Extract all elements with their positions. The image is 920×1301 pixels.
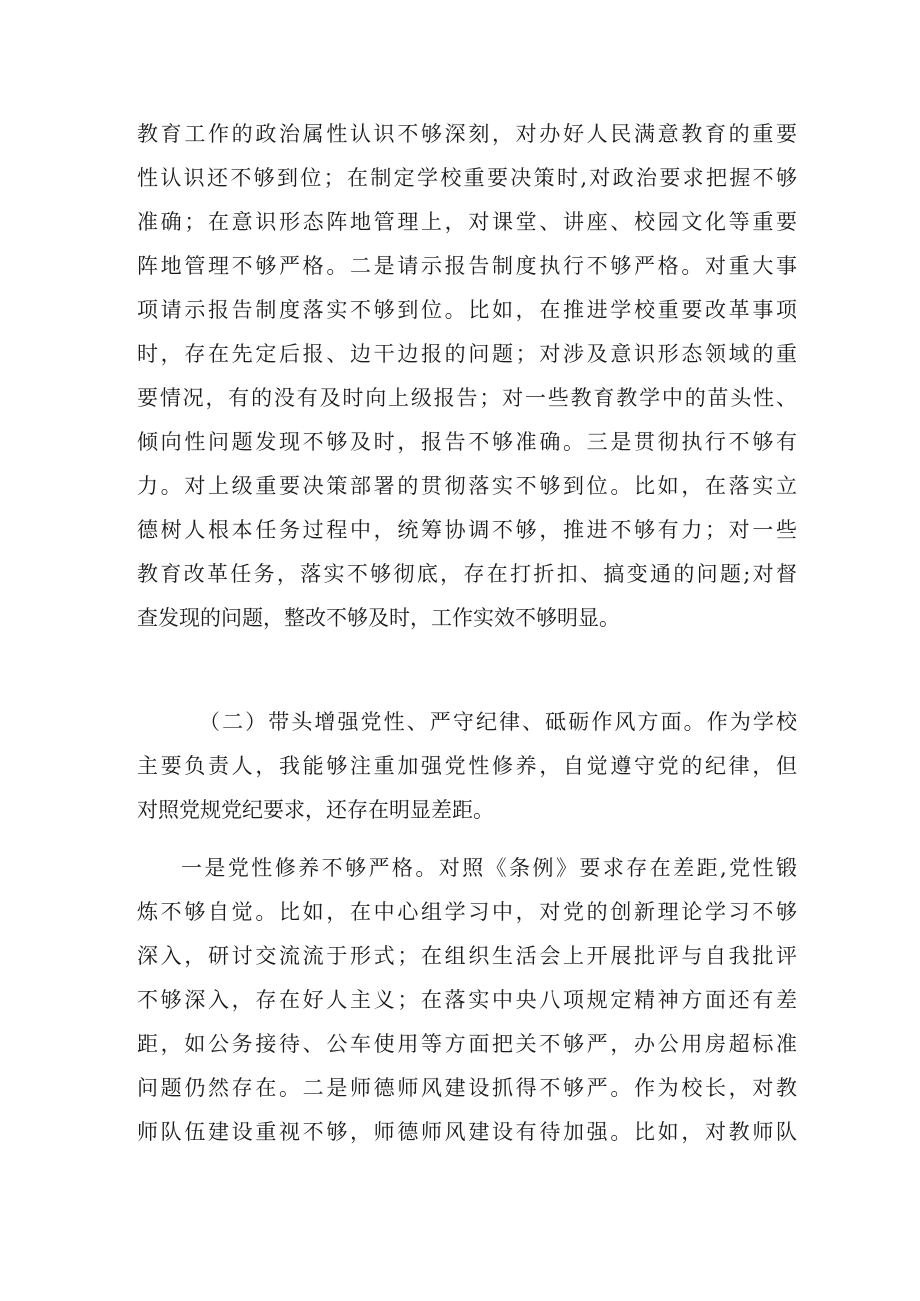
paragraph-line: 倾向性问题发现不够及时，报告不够准确。三是贯彻执行不够有 xyxy=(137,430,797,454)
paragraph-line: 要情况，有的没有及时向上级报告；对一些教育教学中的苗头性、 xyxy=(137,386,797,410)
paragraph-line: 查发现的问题，整改不够及时，工作实效不够明显。 xyxy=(137,606,620,630)
paragraph-line: 问题仍然存在。二是师德师风建设抓得不够严。作为校长，对教 xyxy=(137,1076,797,1100)
paragraph-line: 时，存在先定后报、边干边报的问题；对涉及意识形态领域的重 xyxy=(137,342,797,366)
paragraph-political-awareness xyxy=(137,112,797,640)
paragraph-line: 教育工作的政治属性认识不够深刻，对办好人民满意教育的重要 xyxy=(137,122,797,146)
paragraph-line: 距，如公务接待、公车使用等方面把关不够严，办公用房超标准 xyxy=(137,1032,797,1056)
paragraph-line: 主要负责人，我能够注重加强党性修养，自觉遵守党的纪律，但 xyxy=(137,754,797,778)
paragraph-line: 教育改革任务，落实不够彻底，存在打折扣、搞变通的问题;对督 xyxy=(137,562,797,586)
paragraph-line: 炼不够自觉。比如，在中心组学习中，对党的创新理论学习不够 xyxy=(137,900,797,924)
paragraph-line: 师队伍建设重视不够，师德师风建设有待加强。比如，对教师队 xyxy=(137,1120,797,1144)
paragraph-line: 一是党性修养不够严格。对照《条例》要求存在差距,党性锻 xyxy=(181,856,797,880)
paragraph-line: 德树人根本任务过程中，统筹协调不够，推进不够有力；对一些 xyxy=(137,518,797,542)
paragraph-line: 不够深入，存在好人主义；在落实中央八项规定精神方面还有差 xyxy=(137,988,797,1012)
paragraph-line: 项请示报告制度落实不够到位。比如，在推进学校重要改革事项 xyxy=(137,298,797,322)
paragraph-line: 阵地管理不够严格。二是请示报告制度执行不够严格。对重大事 xyxy=(137,254,797,278)
paragraph-line: 深入，研讨交流流于形式；在组织生活会上开展批评与自我批评 xyxy=(137,944,797,968)
paragraph-line: 对照党规党纪要求，还存在明显差距。 xyxy=(137,798,494,822)
paragraph-line: 力。对上级重要决策部署的贯彻落实不够到位。比如，在落实立 xyxy=(137,474,797,498)
paragraph-line: 准确；在意识形态阵地管理上，对课堂、讲座、校园文化等重要 xyxy=(137,210,797,234)
paragraph-line: 性认识还不够到位；在制定学校重要决策时,对政治要求把握不够 xyxy=(137,166,797,190)
section-heading-paragraph xyxy=(137,700,797,832)
section-heading-line: （二）带头增强党性、严守纪律、砥砺作风方面。作为学校 xyxy=(199,710,797,734)
paragraph-party-cultivation xyxy=(137,846,797,1154)
